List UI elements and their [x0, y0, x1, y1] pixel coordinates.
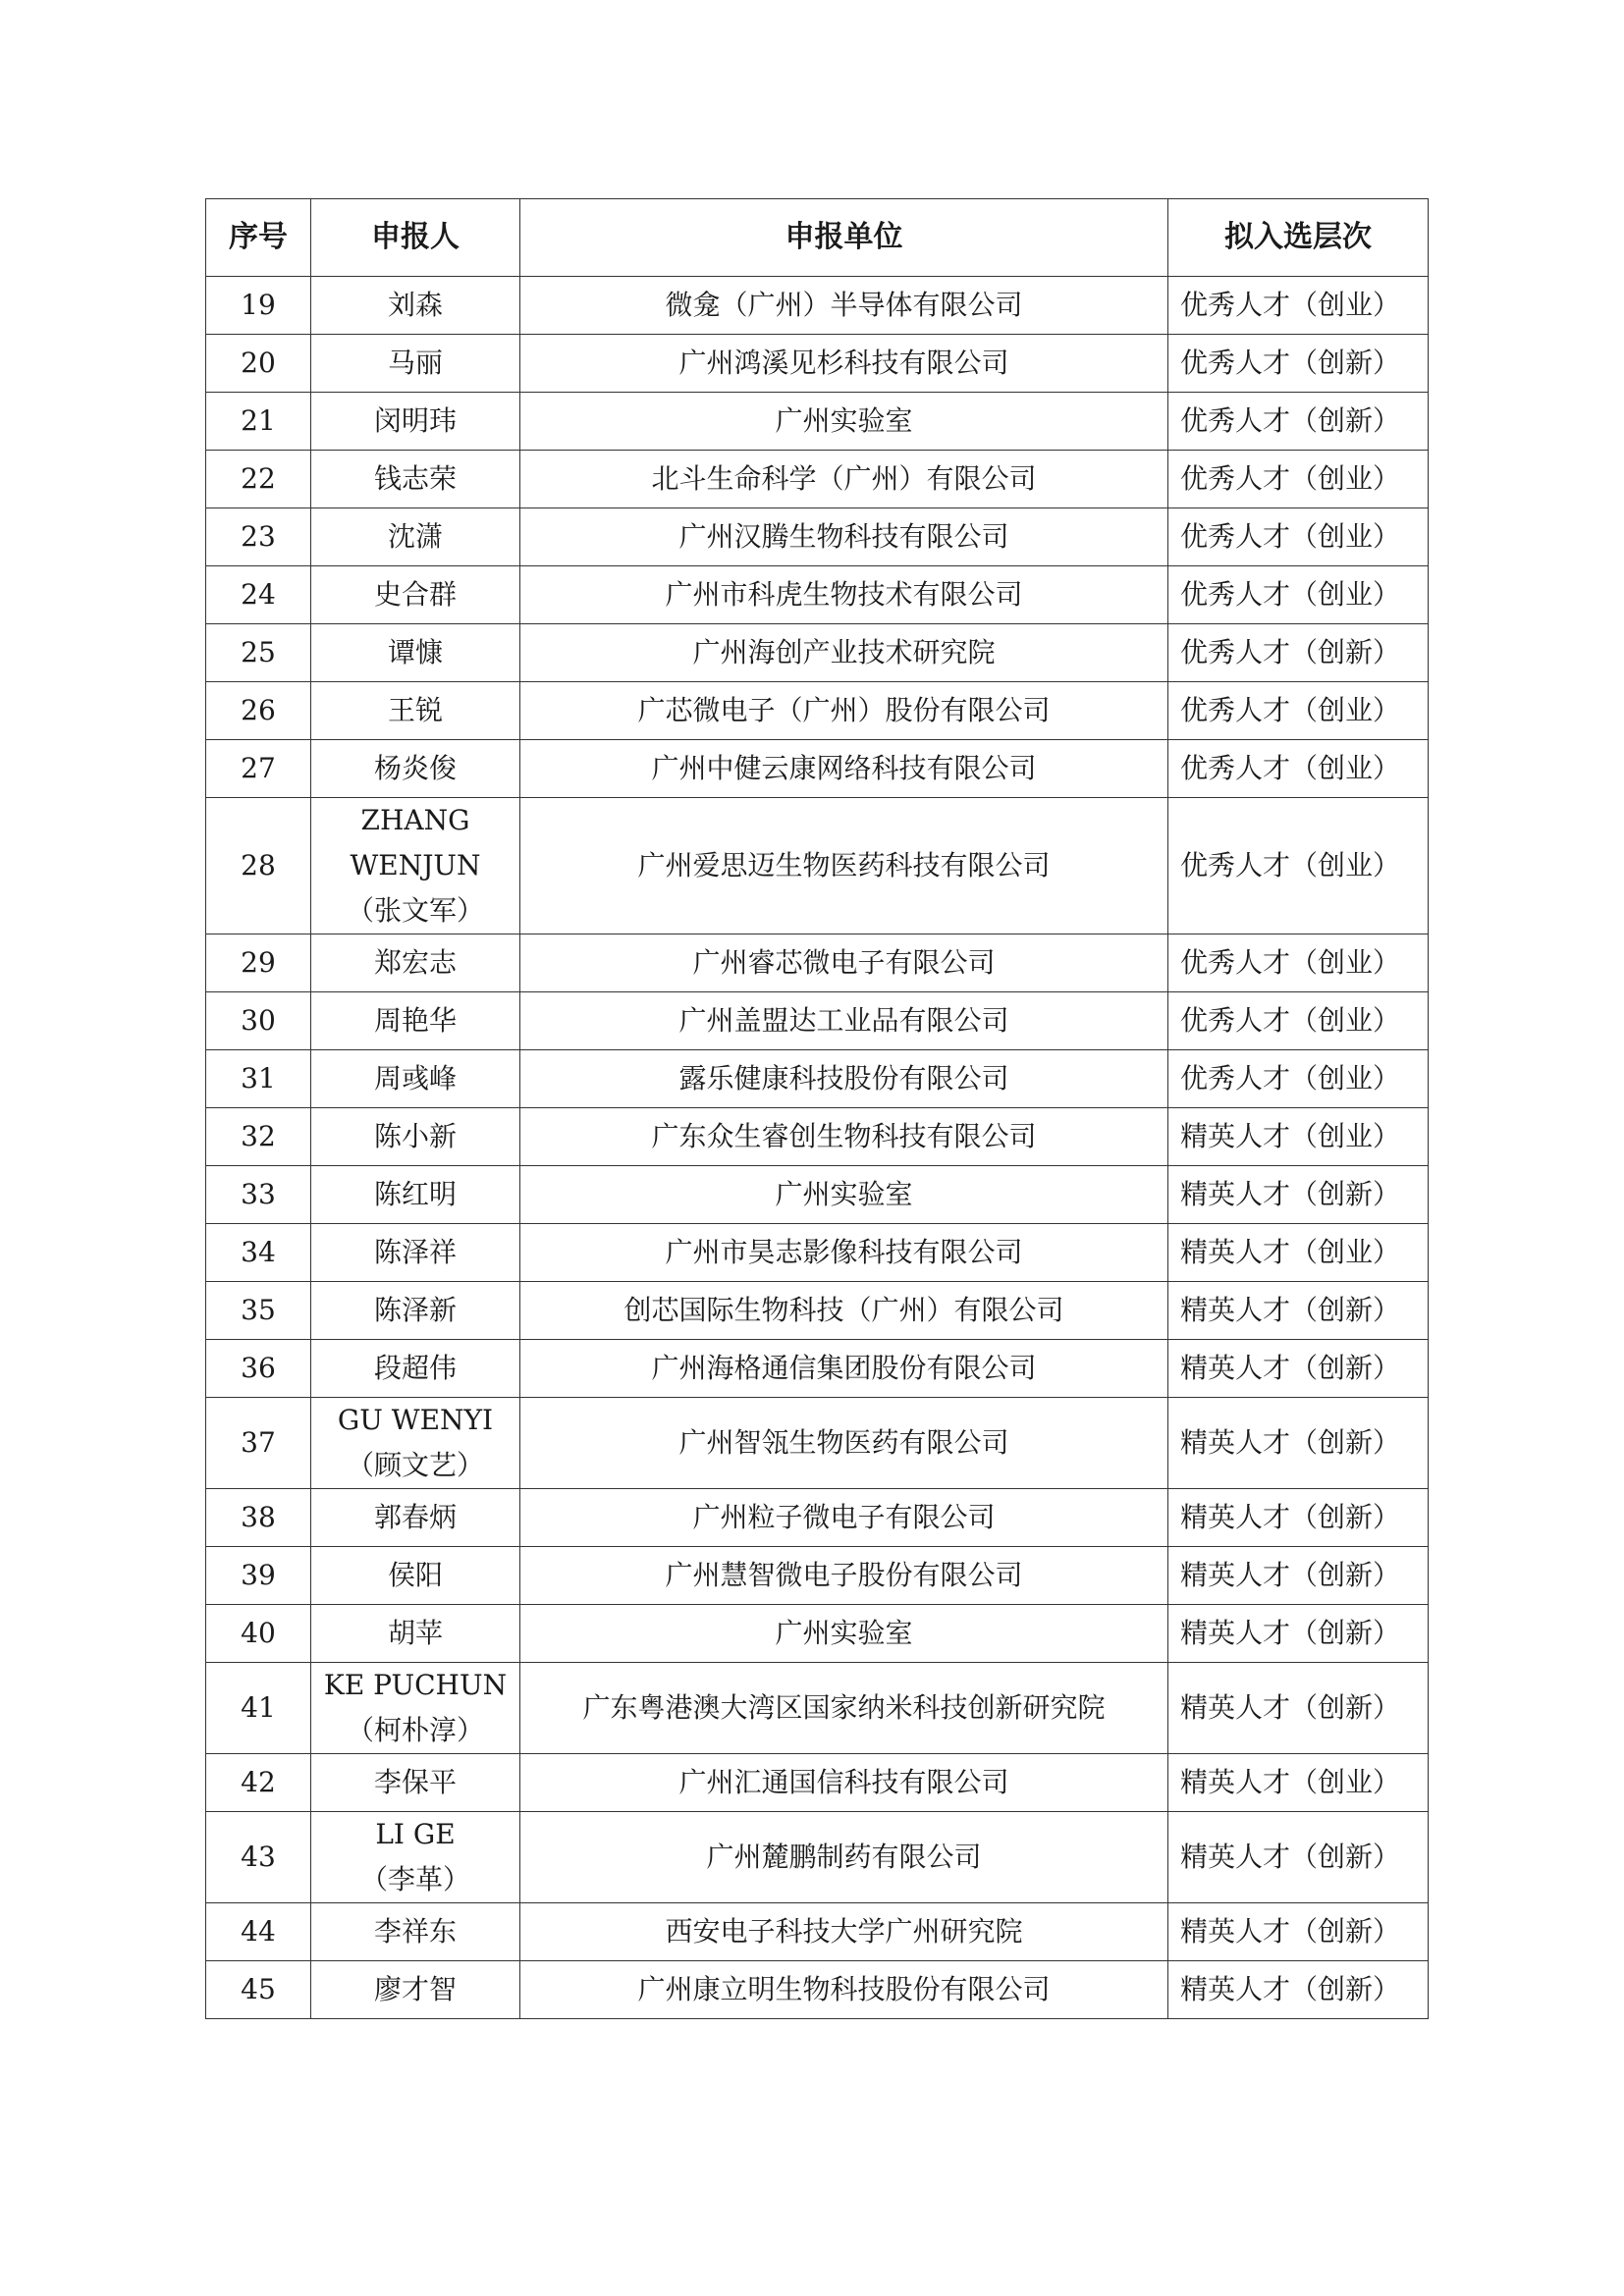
proposed-level: 优秀人才（创业） — [1168, 934, 1429, 992]
applicant-name — [311, 393, 520, 451]
proposed-level: 精英人才（创业） — [1168, 1224, 1429, 1282]
table-row — [206, 1282, 1429, 1340]
applicant-name — [311, 508, 520, 566]
applicant-unit: 广州智瓴生物医药有限公司 — [520, 1398, 1168, 1489]
row-index: 24 — [206, 566, 311, 624]
row-index: 31 — [206, 1050, 311, 1108]
applicant-unit: 广州粒子微电子有限公司 — [520, 1489, 1168, 1547]
applicant-name-line: 廖才智 — [373, 1973, 457, 2005]
row-index: 40 — [206, 1605, 311, 1663]
proposed-level: 优秀人才（创业） — [1168, 798, 1429, 934]
proposed-level: 精英人才（创业） — [1168, 1108, 1429, 1166]
row-index: 27 — [206, 740, 311, 798]
applicant-name-line: ZHANG — [360, 804, 470, 836]
table-row — [206, 393, 1429, 451]
applicant-unit: 广州实验室 — [520, 1605, 1168, 1663]
proposed-level: 精英人才（创新） — [1168, 1605, 1429, 1663]
table-row — [206, 451, 1429, 508]
proposed-level: 优秀人才（创业） — [1168, 992, 1429, 1050]
applicant-name — [311, 1605, 520, 1663]
applicant-name-line: 陈小新 — [373, 1120, 457, 1152]
table-body — [206, 277, 1429, 2019]
applicant-name-line: （顾文艺） — [346, 1449, 484, 1481]
row-index: 19 — [206, 277, 311, 335]
row-index: 20 — [206, 335, 311, 393]
applicant-name-line: 王锐 — [387, 694, 443, 726]
applicant-name — [311, 1812, 520, 1903]
applicant-name — [311, 451, 520, 508]
applicant-name-line: 陈红明 — [373, 1178, 457, 1210]
proposed-level: 精英人才（创新） — [1168, 1961, 1429, 2019]
row-index: 21 — [206, 393, 311, 451]
row-index: 32 — [206, 1108, 311, 1166]
table-row — [206, 1812, 1429, 1903]
table-row — [206, 798, 1429, 934]
applicant-name-line: 刘森 — [387, 289, 443, 321]
proposed-level: 精英人才（创新） — [1168, 1903, 1429, 1961]
applicant-name — [311, 1340, 520, 1398]
applicant-name-line: 闵明玮 — [373, 404, 457, 437]
table-row — [206, 566, 1429, 624]
table-row — [206, 934, 1429, 992]
applicant-name — [311, 1754, 520, 1812]
table-row — [206, 1903, 1429, 1961]
applicant-unit: 广州爱思迈生物医药科技有限公司 — [520, 798, 1168, 934]
applicant-name — [311, 277, 520, 335]
applicant-name-line: 郑宏志 — [373, 946, 457, 979]
applicant-name-line: 胡苹 — [387, 1617, 443, 1649]
applicant-name-line: 李保平 — [373, 1766, 457, 1798]
applicant-name-line: 李祥东 — [373, 1915, 457, 1948]
row-index: 29 — [206, 934, 311, 992]
applicant-unit: 微龛（广州）半导体有限公司 — [520, 277, 1168, 335]
applicant-unit: 广州中健云康网络科技有限公司 — [520, 740, 1168, 798]
row-index: 45 — [206, 1961, 311, 2019]
proposed-level: 优秀人才（创新） — [1168, 624, 1429, 682]
proposed-level: 精英人才（创新） — [1168, 1547, 1429, 1605]
row-index: 25 — [206, 624, 311, 682]
row-index: 35 — [206, 1282, 311, 1340]
row-index: 37 — [206, 1398, 311, 1489]
applicant-unit: 广州鸿溪见杉科技有限公司 — [520, 335, 1168, 393]
applicant-name — [311, 798, 520, 934]
table-header-row — [206, 199, 1429, 277]
applicant-name — [311, 682, 520, 740]
proposed-level: 精英人才（创新） — [1168, 1398, 1429, 1489]
applicant-name-line: 郭春炳 — [373, 1501, 457, 1533]
applicant-unit: 西安电子科技大学广州研究院 — [520, 1903, 1168, 1961]
table-row — [206, 1050, 1429, 1108]
table-row — [206, 992, 1429, 1050]
applicant-name-line: 杨炎俊 — [373, 752, 457, 784]
applicant-name — [311, 1050, 520, 1108]
applicant-name-line: 谭慷 — [387, 636, 443, 668]
applicant-name-line: GU WENYI — [337, 1404, 494, 1436]
table-row — [206, 508, 1429, 566]
applicant-name-line: LI GE — [375, 1818, 456, 1850]
applicant-name-line: WENJUN — [350, 849, 481, 881]
applicant-unit: 广州实验室 — [520, 393, 1168, 451]
proposed-level: 优秀人才（创业） — [1168, 740, 1429, 798]
header-level: 拟入选层次 — [1168, 199, 1429, 277]
table-row — [206, 1224, 1429, 1282]
table-row — [206, 1340, 1429, 1398]
applicant-unit: 广州海格通信集团股份有限公司 — [520, 1340, 1168, 1398]
table-row — [206, 1663, 1429, 1754]
proposed-level: 优秀人才（创新） — [1168, 335, 1429, 393]
row-index: 38 — [206, 1489, 311, 1547]
table-row — [206, 1605, 1429, 1663]
applicant-name-line: 周艳华 — [373, 1004, 457, 1037]
proposed-level: 优秀人才（创业） — [1168, 277, 1429, 335]
table-row — [206, 740, 1429, 798]
row-index: 43 — [206, 1812, 311, 1903]
applicant-unit: 广芯微电子（广州）股份有限公司 — [520, 682, 1168, 740]
table-row — [206, 682, 1429, 740]
row-index: 33 — [206, 1166, 311, 1224]
proposed-level: 优秀人才（创业） — [1168, 682, 1429, 740]
applicant-name-line: 周彧峰 — [373, 1062, 457, 1095]
applicant-name-line: （张文军） — [346, 894, 484, 927]
applicant-name-line: （李革） — [359, 1863, 470, 1896]
applicant-unit: 广州实验室 — [520, 1166, 1168, 1224]
table-row — [206, 624, 1429, 682]
header-index: 序号 — [206, 199, 311, 277]
applicant-name — [311, 740, 520, 798]
applicant-unit: 北斗生命科学（广州）有限公司 — [520, 451, 1168, 508]
applicant-name — [311, 1166, 520, 1224]
applicant-unit: 广州慧智微电子股份有限公司 — [520, 1547, 1168, 1605]
applicant-name — [311, 1108, 520, 1166]
table-row — [206, 1489, 1429, 1547]
table-row — [206, 1547, 1429, 1605]
applicant-name-line: 陈泽新 — [373, 1294, 457, 1326]
row-index: 22 — [206, 451, 311, 508]
header-unit: 申报单位 — [520, 199, 1168, 277]
header-applicant: 申报人 — [311, 199, 520, 277]
row-index: 41 — [206, 1663, 311, 1754]
proposed-level: 优秀人才（创业） — [1168, 566, 1429, 624]
proposed-level: 精英人才（创新） — [1168, 1340, 1429, 1398]
table-row — [206, 1166, 1429, 1224]
applicant-unit: 露乐健康科技股份有限公司 — [520, 1050, 1168, 1108]
applicant-unit: 广州市昊志影像科技有限公司 — [520, 1224, 1168, 1282]
applicant-name — [311, 1547, 520, 1605]
row-index: 26 — [206, 682, 311, 740]
row-index: 36 — [206, 1340, 311, 1398]
proposed-level: 精英人才（创新） — [1168, 1812, 1429, 1903]
applicant-name-line: 段超伟 — [373, 1352, 457, 1384]
applicant-name — [311, 1961, 520, 2019]
row-index: 30 — [206, 992, 311, 1050]
proposed-level: 优秀人才（创业） — [1168, 508, 1429, 566]
table-row — [206, 1961, 1429, 2019]
applicant-unit: 广州市科虎生物技术有限公司 — [520, 566, 1168, 624]
proposed-level: 精英人才（创业） — [1168, 1754, 1429, 1812]
applicant-name — [311, 1224, 520, 1282]
applicant-unit: 广州盖盟达工业品有限公司 — [520, 992, 1168, 1050]
proposed-level: 精英人才（创新） — [1168, 1663, 1429, 1754]
applicant-unit: 广东众生睿创生物科技有限公司 — [520, 1108, 1168, 1166]
proposed-level: 优秀人才（创业） — [1168, 451, 1429, 508]
table-row — [206, 1754, 1429, 1812]
applicant-name — [311, 1489, 520, 1547]
applicant-name — [311, 566, 520, 624]
applicant-name-line: 史合群 — [373, 578, 457, 611]
proposed-level: 优秀人才（创业） — [1168, 1050, 1429, 1108]
applicant-name-line: KE PUCHUN — [323, 1669, 508, 1701]
applicant-name — [311, 335, 520, 393]
proposed-level: 精英人才（创新） — [1168, 1489, 1429, 1547]
applicant-name-line: 陈泽祥 — [373, 1236, 457, 1268]
row-index: 42 — [206, 1754, 311, 1812]
table-row — [206, 1398, 1429, 1489]
row-index: 39 — [206, 1547, 311, 1605]
talent-roster-table — [205, 198, 1429, 2019]
applicant-name — [311, 624, 520, 682]
applicant-name-line: 钱志荣 — [373, 462, 457, 495]
applicant-unit: 广州康立明生物科技股份有限公司 — [520, 1961, 1168, 2019]
row-index: 28 — [206, 798, 311, 934]
row-index: 23 — [206, 508, 311, 566]
applicant-unit: 广东粤港澳大湾区国家纳米科技创新研究院 — [520, 1663, 1168, 1754]
proposed-level: 优秀人才（创新） — [1168, 393, 1429, 451]
applicant-name — [311, 992, 520, 1050]
proposed-level: 精英人才（创新） — [1168, 1166, 1429, 1224]
applicant-unit: 创芯国际生物科技（广州）有限公司 — [520, 1282, 1168, 1340]
proposed-level: 精英人才（创新） — [1168, 1282, 1429, 1340]
applicant-name-line: 马丽 — [387, 347, 443, 379]
table-row — [206, 1108, 1429, 1166]
row-index: 44 — [206, 1903, 311, 1961]
applicant-name — [311, 1282, 520, 1340]
applicant-unit: 广州汉腾生物科技有限公司 — [520, 508, 1168, 566]
applicant-unit: 广州麓鹏制药有限公司 — [520, 1812, 1168, 1903]
table-row — [206, 277, 1429, 335]
applicant-unit: 广州海创产业技术研究院 — [520, 624, 1168, 682]
applicant-name-line: 沈潇 — [387, 520, 443, 553]
applicant-name-line: （柯朴淳） — [346, 1714, 484, 1746]
applicant-name — [311, 1663, 520, 1754]
applicant-name-line: 侯阳 — [387, 1559, 443, 1591]
applicant-unit: 广州汇通国信科技有限公司 — [520, 1754, 1168, 1812]
applicant-unit: 广州睿芯微电子有限公司 — [520, 934, 1168, 992]
applicant-name — [311, 1398, 520, 1489]
applicant-name — [311, 934, 520, 992]
applicant-name — [311, 1903, 520, 1961]
table-row — [206, 335, 1429, 393]
row-index: 34 — [206, 1224, 311, 1282]
